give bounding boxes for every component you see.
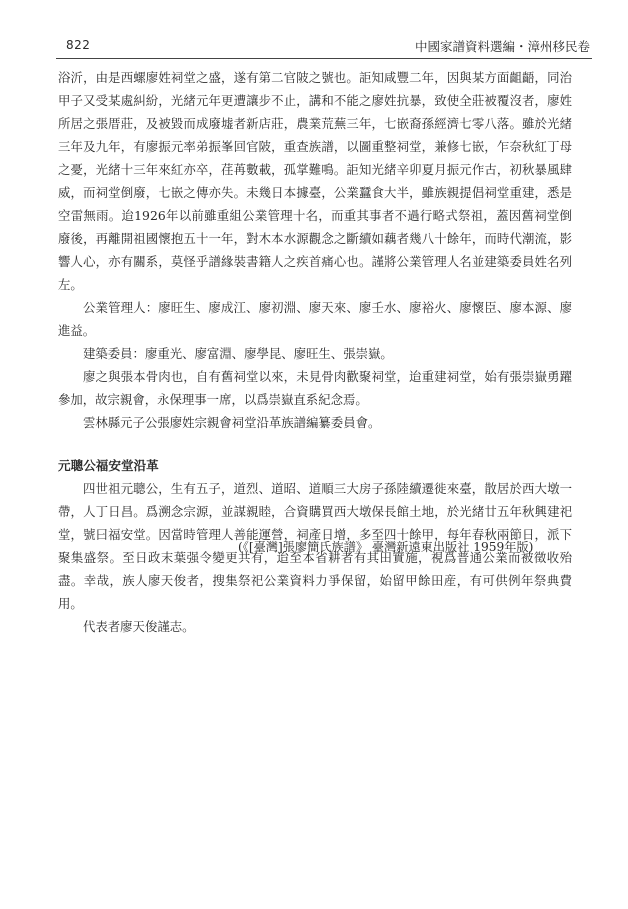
managers-list: 公業管理人：廖旺生、廖成江、廖初淵、廖天來、廖壬水、廖裕火、廖懷臣、廖本源、廖進益。 [58, 300, 572, 338]
editorial-signature: 雲林縣元子公張廖姓宗親會祠堂沿革族譜編纂委員會。 [83, 415, 381, 430]
section-gap [58, 434, 572, 454]
section-title: 元聰公福安堂沿革 [58, 458, 159, 473]
paragraph-fuan-hall: 四世祖元聰公，生有五子，道烈、道昭、道順三大房子孫陸續遷徙來臺，散居於西大墩一帶，人丁日昌。爲溯念宗源，並謀親睦，合資購買西大墩保長館土地，於光緒廿五年秋興建祀堂，號曰福安堂。因當時管理人善能運營，祠產日增，多至四十餘甲，每年春秋兩節日，派下聚集盛祭。至日政末葉强令變更共有，迨至本省耕者有其田實施，視爲普通公業而被徵收殆盡。幸哉，族人廖天俊者，搜集祭祀公業資料力爭保留，始留甲餘田産，有可供例年祭典費用。 [58, 481, 572, 611]
source-citation: (《[臺灣]張廖簡氏族譜》 臺灣新遠東出版社 1959年版) [238, 540, 534, 554]
running-title: 中國家譜資料選編・漳州移民卷 [414, 39, 590, 54]
representative-signature: 代表者廖天俊謹志。 [83, 619, 195, 634]
page-number: 822 [66, 38, 91, 52]
page-header [56, 36, 592, 59]
paragraph-zhang-liao: 廖之與張本骨肉也，自有舊祠堂以來，未見骨肉歡聚祠堂，迨重建祠堂，始有張崇嶽勇躍參加，故宗親會，永保理事一席，以爲崇嶽直系紀念焉。 [58, 369, 572, 407]
paragraph-continued: 浴沂，由是西螺廖姓祠堂之盛，遂有第二官陂之號也。詎知咸豐二年，因與某方面齟齬，同治甲子又受某處糾紛，光緒元年更遭讓步不止，講和不能之廖姓抗暴，致使全莊被覆沒者，廖姓所居之張厝莊，及被毀而成廢墟者新店莊，農業荒蕪三年，七嵌裔孫經濟七零八落。雖於光緒三年及九年，有廖振元率弟振峯回官陂，重查族譜，以圖重整祠堂，兼修七嵌，乍奈秋紅丁母之憂，光緒十三年來紅亦卒，荏苒數載，孤掌難鳴。詎知光緒辛卯夏月振元作古，初秋暴風肆威，而祠堂倒廢，七嵌之傳亦失。未幾日本據臺，公業蠶食大半，雖族親提倡祠堂重建，悉是空雷無雨。迨1926年以前雖重組公業管理十名，而重其事者不過行略式祭祖，蓋因舊祠堂倒廢後，再離開祖國懷抱五十一年，對木本水源觀念之斷續如藕者幾八十餘年，而時代潮流，影響人心，亦有關系，莫怪乎譜緣裝書籍人之疾首痛心也。謹將公業管理人名並建築委員姓名列左。 [58, 70, 572, 292]
committee-list: 建築委員：廖重光、廖富淵、廖學昆、廖旺生、張崇嶽。 [83, 346, 393, 361]
